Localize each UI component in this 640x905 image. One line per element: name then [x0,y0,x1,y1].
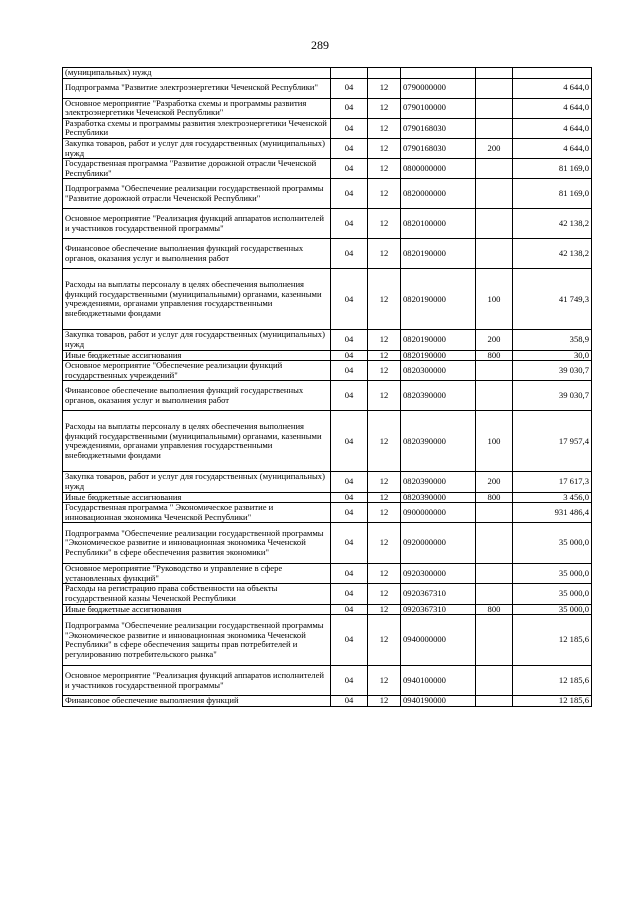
target-article-code: 0820390000 [401,492,476,503]
target-article-code: 0820390000 [401,472,476,492]
target-article-code: 0790000000 [401,78,476,98]
expense-type-code [476,239,513,269]
subsection-code [368,68,401,79]
budget-item-name: Финансовое обеспечение выполнения функций государственных органов, оказания услуг и выполнения работ [63,239,331,269]
subsection-code: 12 [368,411,401,472]
table-row [63,269,592,330]
budget-item-name: Закупка товаров, работ и услуг для государственных (муниципальных) нужд [63,138,331,158]
section-code: 04 [331,239,368,269]
table-row [63,381,592,411]
target-article-code: 0920000000 [401,523,476,564]
section-code: 04 [331,492,368,503]
target-article-code: 0790168030 [401,118,476,138]
table-row [63,78,592,98]
subsection-code: 12 [368,361,401,381]
subsection-code: 12 [368,350,401,361]
subsection-code: 12 [368,472,401,492]
budget-item-name: Основное мероприятие "Разработка схемы и программы развития электроэнергетики Чеченской Республики" [63,98,331,118]
table-row [63,472,592,492]
amount: 358,9 [513,330,592,350]
amount: 4 644,0 [513,138,592,158]
target-article-code: 0940000000 [401,615,476,666]
expense-type-code [476,68,513,79]
budget-item-name: Подпрограмма "Обеспечение реализации государственной программы "Экономическое развитие и инновационная экономика Чеченской Республики" в сфере обеспечения развития экономики" [63,523,331,564]
table-row [63,68,592,79]
section-code: 04 [331,381,368,411]
budget-item-name: Основное мероприятие "Реализация функций аппаратов исполнителей и участников государственной программы" [63,666,331,696]
budget-item-name: Закупка товаров, работ и услуг для государственных (муниципальных) нужд [63,472,331,492]
target-article-code: 0820000000 [401,179,476,209]
table-row [63,411,592,472]
section-code: 04 [331,138,368,158]
expense-type-code: 800 [476,604,513,615]
expense-type-code [476,584,513,604]
target-article-code: 0820190000 [401,350,476,361]
expense-type-code [476,361,513,381]
section-code: 04 [331,564,368,584]
amount: 81 169,0 [513,179,592,209]
expense-type-code [476,98,513,118]
section-code: 04 [331,269,368,330]
table-row [63,503,592,523]
table-row [63,159,592,179]
amount: 35 000,0 [513,584,592,604]
expense-type-code: 200 [476,330,513,350]
table-row [63,492,592,503]
target-article-code: 0820190000 [401,330,476,350]
section-code: 04 [331,118,368,138]
budget-item-name: Иные бюджетные ассигнования [63,492,331,503]
budget-item-name: Разработка схемы и программы развития электроэнергетики Чеченской Республики [63,118,331,138]
amount: 41 749,3 [513,269,592,330]
section-code: 04 [331,209,368,239]
target-article-code: 0790100000 [401,98,476,118]
budget-table-body [63,68,592,707]
table-row [63,209,592,239]
expense-type-code [476,78,513,98]
subsection-code: 12 [368,269,401,330]
subsection-code: 12 [368,78,401,98]
section-code: 04 [331,666,368,696]
budget-item-name: Расходы на выплаты персоналу в целях обеспечения выполнения функций государственными (муниципальными) органами, казенными учреждениями, органами управления государственными внебюджетными фондами [63,269,331,330]
section-code: 04 [331,696,368,707]
section-code: 04 [331,411,368,472]
table-row [63,584,592,604]
subsection-code: 12 [368,239,401,269]
subsection-code: 12 [368,209,401,239]
expense-type-code: 100 [476,269,513,330]
target-article-code: 0900000000 [401,503,476,523]
subsection-code: 12 [368,138,401,158]
target-article-code: 0940190000 [401,696,476,707]
expense-type-code [476,503,513,523]
subsection-code: 12 [368,564,401,584]
budget-item-name: Иные бюджетные ассигнования [63,350,331,361]
amount: 35 000,0 [513,523,592,564]
target-article-code: 0820190000 [401,269,476,330]
section-code: 04 [331,615,368,666]
subsection-code: 12 [368,118,401,138]
table-row [63,604,592,615]
subsection-code: 12 [368,98,401,118]
section-code [331,68,368,79]
target-article-code: 0820390000 [401,381,476,411]
section-code: 04 [331,179,368,209]
amount: 3 456,0 [513,492,592,503]
budget-item-name: Подпрограмма "Развитие электроэнергетики Чеченской Республики" [63,78,331,98]
section-code: 04 [331,604,368,615]
table-row [63,118,592,138]
expense-type-code [476,666,513,696]
subsection-code: 12 [368,615,401,666]
table-row [63,696,592,707]
expense-type-code [476,118,513,138]
budget-item-name: Расходы на регистрацию права собственности на объекты государственной казны Чеченской Республики [63,584,331,604]
budget-item-name: Расходы на выплаты персоналу в целях обеспечения выполнения функций государственными (муниципальными) органами, казенными учреждениями, органами управления государственными внебюджетными фондами [63,411,331,472]
table-row [63,330,592,350]
amount: 4 644,0 [513,78,592,98]
target-article-code: 0920367310 [401,584,476,604]
table-row [63,98,592,118]
target-article-code: 0820100000 [401,209,476,239]
expense-type-code: 100 [476,411,513,472]
expense-type-code [476,615,513,666]
section-code: 04 [331,472,368,492]
table-row [63,666,592,696]
expense-type-code [476,523,513,564]
table-row [63,361,592,381]
subsection-code: 12 [368,584,401,604]
expense-type-code [476,179,513,209]
target-article-code: 0920300000 [401,564,476,584]
table-row [63,239,592,269]
budget-item-name: Иные бюджетные ассигнования [63,604,331,615]
budget-item-name: Подпрограмма "Обеспечение реализации государственной программы "Развитие дорожной отрасли Чеченской Республики" [63,179,331,209]
section-code: 04 [331,98,368,118]
budget-item-name: Основное мероприятие "Руководство и управление в сфере установленных функций" [63,564,331,584]
expense-type-code: 800 [476,492,513,503]
amount: 42 138,2 [513,239,592,269]
amount: 931 486,4 [513,503,592,523]
amount: 4 644,0 [513,118,592,138]
expense-type-code: 200 [476,472,513,492]
subsection-code: 12 [368,159,401,179]
amount: 17 957,4 [513,411,592,472]
expense-type-code [476,381,513,411]
table-row [63,523,592,564]
section-code: 04 [331,330,368,350]
target-article-code: 0820190000 [401,239,476,269]
amount: 12 185,6 [513,615,592,666]
expense-type-code [476,209,513,239]
expense-type-code [476,159,513,179]
expense-type-code: 800 [476,350,513,361]
amount: 35 000,0 [513,564,592,584]
section-code: 04 [331,584,368,604]
budget-item-name: (муниципальных) нужд [63,68,331,79]
subsection-code: 12 [368,503,401,523]
budget-item-name: Финансовое обеспечение выполнения функций [63,696,331,707]
table-row [63,564,592,584]
subsection-code: 12 [368,492,401,503]
target-article-code: 0790168030 [401,138,476,158]
subsection-code: 12 [368,696,401,707]
budget-item-name: Финансовое обеспечение выполнения функций государственных органов, оказания услуг и выполнения работ [63,381,331,411]
section-code: 04 [331,361,368,381]
section-code: 04 [331,350,368,361]
subsection-code: 12 [368,523,401,564]
target-article-code: 0920367310 [401,604,476,615]
budget-item-name: Основное мероприятие "Реализация функций аппаратов исполнителей и участников государственной программы" [63,209,331,239]
budget-item-name: Государственная программа " Экономическое развитие и инновационная экономика Чеченской Республики" [63,503,331,523]
amount: 12 185,6 [513,666,592,696]
table-row [63,138,592,158]
budget-item-name: Подпрограмма "Обеспечение реализации государственной программы "Экономическое развитие и инновационная экономика Чеченской Республики" в сфере обеспечения защиты прав потребителей и регулированию потребительского рынка" [63,615,331,666]
budget-table [62,67,592,707]
amount: 39 030,7 [513,361,592,381]
amount: 39 030,7 [513,381,592,411]
amount: 35 000,0 [513,604,592,615]
amount: 4 644,0 [513,98,592,118]
table-row [63,615,592,666]
subsection-code: 12 [368,666,401,696]
amount: 42 138,2 [513,209,592,239]
subsection-code: 12 [368,179,401,209]
budget-item-name: Закупка товаров, работ и услуг для государственных (муниципальных) нужд [63,330,331,350]
target-article-code: 0820390000 [401,411,476,472]
budget-item-name: Государственная программа "Развитие дорожной отрасли Чеченской Республики" [63,159,331,179]
section-code: 04 [331,159,368,179]
table-row [63,350,592,361]
subsection-code: 12 [368,604,401,615]
subsection-code: 12 [368,330,401,350]
table-row [63,179,592,209]
section-code: 04 [331,503,368,523]
budget-item-name: Основное мероприятие "Обеспечение реализации функций государственных учреждений" [63,361,331,381]
amount: 81 169,0 [513,159,592,179]
amount: 12 185,6 [513,696,592,707]
target-article-code: 0820300000 [401,361,476,381]
amount: 30,0 [513,350,592,361]
expense-type-code [476,696,513,707]
section-code: 04 [331,78,368,98]
target-article-code: 0800000000 [401,159,476,179]
page-number: 289 [311,38,329,52]
subsection-code: 12 [368,381,401,411]
target-article-code: 0940100000 [401,666,476,696]
section-code: 04 [331,523,368,564]
expense-type-code [476,564,513,584]
target-article-code [401,68,476,79]
expense-type-code: 200 [476,138,513,158]
amount [513,68,592,79]
amount: 17 617,3 [513,472,592,492]
